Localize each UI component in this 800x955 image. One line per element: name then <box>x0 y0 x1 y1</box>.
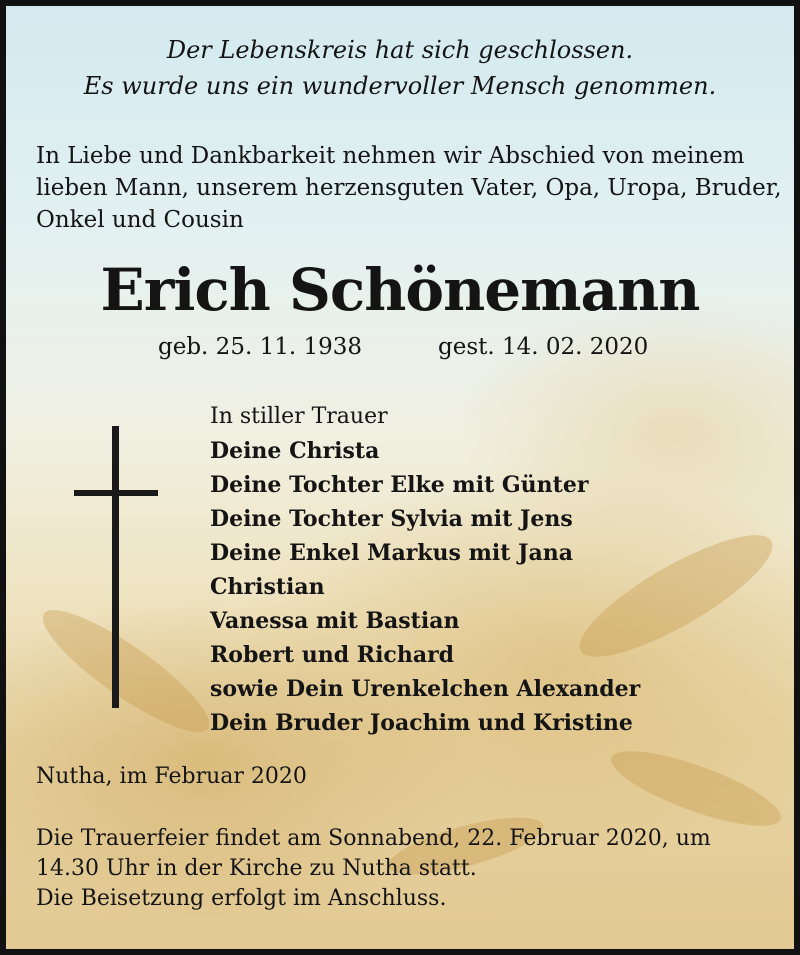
cross-icon-bar <box>74 490 158 496</box>
death-date: gest. 14. 02. 2020 <box>438 334 649 360</box>
service-line-1: Die Trauerfeier findet am Sonnabend, 22. Februar 2020, um <box>36 826 711 851</box>
mourner-name: Dein Bruder Joachim und Kristine <box>210 710 633 736</box>
wheat-decoration <box>566 515 787 677</box>
mourners-heading: In stiller Trauer <box>210 404 388 429</box>
motto-line-1: Der Lebenskreis hat sich geschlossen. <box>166 36 634 64</box>
mourner-name: Deine Christa <box>210 438 380 464</box>
intro-line-2: lieben Mann, unserem herzensguten Vater, Opa, Uropa, Bruder, <box>36 175 782 201</box>
mourner-name: sowie Dein Urenkelchen Alexander <box>210 676 641 702</box>
mourner-name: Vanessa mit Bastian <box>210 608 460 634</box>
cross-icon <box>112 426 119 708</box>
place-date: Nutha, im Februar 2020 <box>36 764 307 789</box>
wheat-decoration <box>30 593 223 749</box>
intro-line-3: Onkel und Cousin <box>36 207 244 233</box>
mourner-name: Christian <box>210 574 325 600</box>
service-line-2: 14.30 Uhr in der Kirche zu Nutha statt. <box>36 856 477 881</box>
motto-line-2: Es wurde uns ein wundervoller Mensch genommen. <box>83 72 717 100</box>
birth-date: geb. 25. 11. 1938 <box>158 334 362 360</box>
mourner-name: Deine Tochter Sylvia mit Jens <box>210 506 573 532</box>
mourner-name: Deine Enkel Markus mit Jana <box>210 540 573 566</box>
mourner-name: Deine Tochter Elke mit Günter <box>210 472 589 498</box>
intro-line-1: In Liebe und Dankbarkeit nehmen wir Abschied von meinem <box>36 143 745 169</box>
service-line-3: Die Beisetzung erfolgt im Anschluss. <box>36 886 447 911</box>
deceased-name: Erich Schönemann <box>100 256 700 324</box>
mourner-name: Robert und Richard <box>210 642 455 668</box>
